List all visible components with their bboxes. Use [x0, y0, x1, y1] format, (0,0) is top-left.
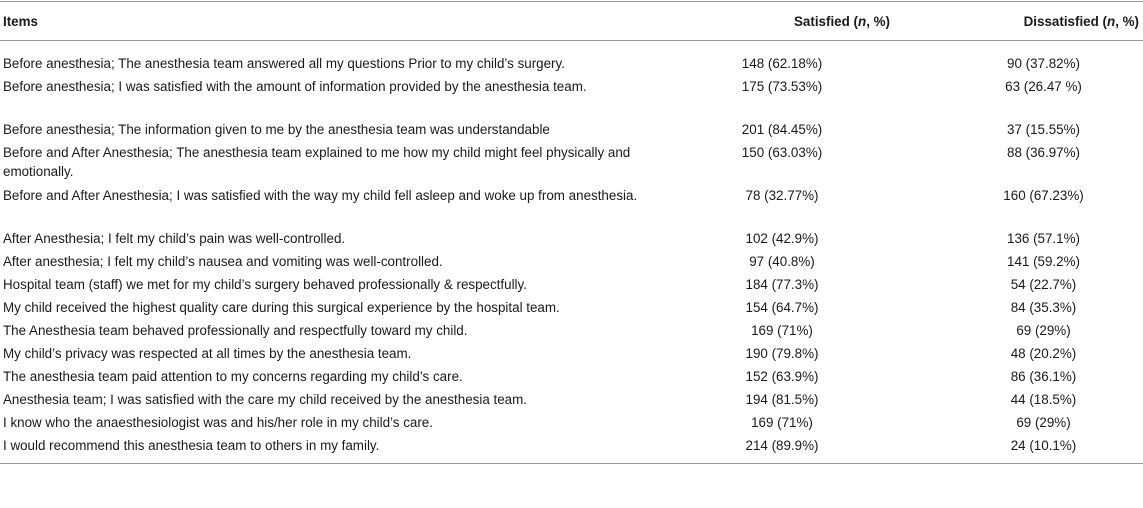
- table-row: [0, 436, 1143, 459]
- satisfied-cell: 190 (79.8%): [745, 346, 819, 361]
- satisfied-cell: 97 (40.8%): [749, 254, 815, 269]
- dissatisfied-cell: 84 (35.3%): [1010, 300, 1077, 315]
- header-satisfied: [650, 12, 900, 31]
- table-row: [0, 413, 1143, 436]
- table-row: [0, 120, 1143, 143]
- dissatisfied-cell: 48 (20.2%): [1010, 346, 1077, 361]
- item-cell: Before anesthesia; The information given to me by the anesthesia team was understandable: [3, 122, 550, 137]
- table-row: [0, 298, 1143, 321]
- dissatisfied-cell: 24 (10.1%): [1010, 438, 1077, 453]
- dissatisfied-cell: 88 (36.97%): [1007, 145, 1080, 160]
- table-row: [0, 390, 1143, 413]
- header-dissatisfied-suffix: , %): [1115, 13, 1139, 29]
- satisfied-cell: 154 (64.7%): [745, 300, 819, 315]
- table-row: [0, 143, 1143, 186]
- header-satisfied-suffix: , %): [866, 13, 890, 29]
- item-cell: Before anesthesia; The anesthesia team answered all my questions Prior to my child’s surgery.: [3, 56, 565, 71]
- item-cell: I would recommend this anesthesia team to others in my family.: [3, 438, 380, 453]
- table-row: [0, 186, 1143, 229]
- satisfied-cell: 169 (71%): [751, 323, 813, 338]
- item-cell: After anesthesia; I felt my child’s nausea and vomiting was well-controlled.: [3, 254, 443, 269]
- item-cell: My child received the highest quality care during this surgical experience by the hospital team.: [3, 300, 560, 315]
- satisfied-cell: 150 (63.03%): [741, 145, 823, 160]
- table-row: [0, 275, 1143, 298]
- satisfied-cell: 184 (77.3%): [745, 277, 819, 292]
- satisfied-cell: 78 (32.77%): [745, 188, 819, 203]
- satisfied-cell: 152 (63.9%): [745, 369, 819, 384]
- dissatisfied-cell: 69 (29%): [1016, 415, 1071, 430]
- dissatisfied-cell: 141 (59.2%): [1007, 254, 1080, 269]
- dissatisfied-cell: 86 (36.1%): [1010, 369, 1077, 384]
- table-row: [0, 77, 1143, 120]
- item-cell: After Anesthesia; I felt my child’s pain was well-controlled.: [3, 231, 346, 246]
- table-row: [0, 54, 1143, 77]
- header-satisfied-n: n: [858, 13, 867, 29]
- item-cell: My child’s privacy was respected at all times by the anesthesia team.: [3, 346, 412, 361]
- table-bottom-rule: [0, 463, 1143, 464]
- item-cell: Hospital team (staff) we met for my child’s surgery behaved professionally & respectfully.: [3, 277, 527, 292]
- satisfied-cell: 102 (42.9%): [745, 231, 819, 246]
- dissatisfied-cell: 37 (15.55%): [1007, 122, 1080, 137]
- dissatisfied-cell: 63 (26.47 %): [1005, 79, 1082, 94]
- table-row: [0, 229, 1143, 252]
- header-satisfied-prefix: Satisfied (: [794, 13, 858, 29]
- satisfied-cell: 201 (84.45%): [741, 122, 823, 137]
- item-cell: Anesthesia team; I was satisfied with the care my child received by the anesthesia team.: [3, 392, 527, 407]
- dissatisfied-cell: 44 (18.5%): [1010, 392, 1077, 407]
- item-cell: Before anesthesia; I was satisfied with the amount of information provided by the anesthesia team.: [3, 79, 587, 94]
- satisfied-cell: 214 (89.9%): [745, 438, 819, 453]
- header-dissatisfied-n: n: [1107, 13, 1116, 29]
- satisfied-cell: 175 (73.53%): [741, 79, 823, 94]
- header-items-label: Items: [3, 13, 38, 29]
- satisfied-cell: 169 (71%): [751, 415, 813, 430]
- satisfied-cell: 148 (62.18%): [741, 56, 823, 71]
- header-dissatisfied-prefix: Dissatisfied (: [1023, 13, 1107, 29]
- table-header-row: [0, 2, 1143, 40]
- item-cell: The Anesthesia team behaved professionally and respectfully toward my child.: [3, 323, 468, 338]
- dissatisfied-cell: 69 (29%): [1016, 323, 1071, 338]
- item-cell: Before and After Anesthesia; I was satisfied with the way my child fell asleep and woke up from anesthesia.: [3, 188, 638, 203]
- header-dissatisfied: [900, 12, 1143, 31]
- dissatisfied-cell: 90 (37.82%): [1007, 56, 1080, 71]
- dissatisfied-cell: 160 (67.23%): [1003, 188, 1084, 203]
- header-items: [0, 12, 650, 31]
- item-cell: The anesthesia team paid attention to my concerns regarding my child’s care.: [3, 369, 463, 384]
- table-row: [0, 252, 1143, 275]
- dissatisfied-cell: 54 (22.7%): [1010, 277, 1077, 292]
- satisfaction-table: [0, 1, 1143, 464]
- table-row: [0, 344, 1143, 367]
- satisfied-cell: 194 (81.5%): [745, 392, 819, 407]
- table-body: [0, 41, 1143, 463]
- item-cell: I know who the anaesthesiologist was and his/her role in my child’s care.: [3, 415, 433, 430]
- table-row: [0, 321, 1143, 344]
- item-cell: Before and After Anesthesia; The anesthesia team explained to me how my child might feel physically and emotionally.: [3, 145, 631, 179]
- table-row: [0, 367, 1143, 390]
- dissatisfied-cell: 136 (57.1%): [1007, 231, 1080, 246]
